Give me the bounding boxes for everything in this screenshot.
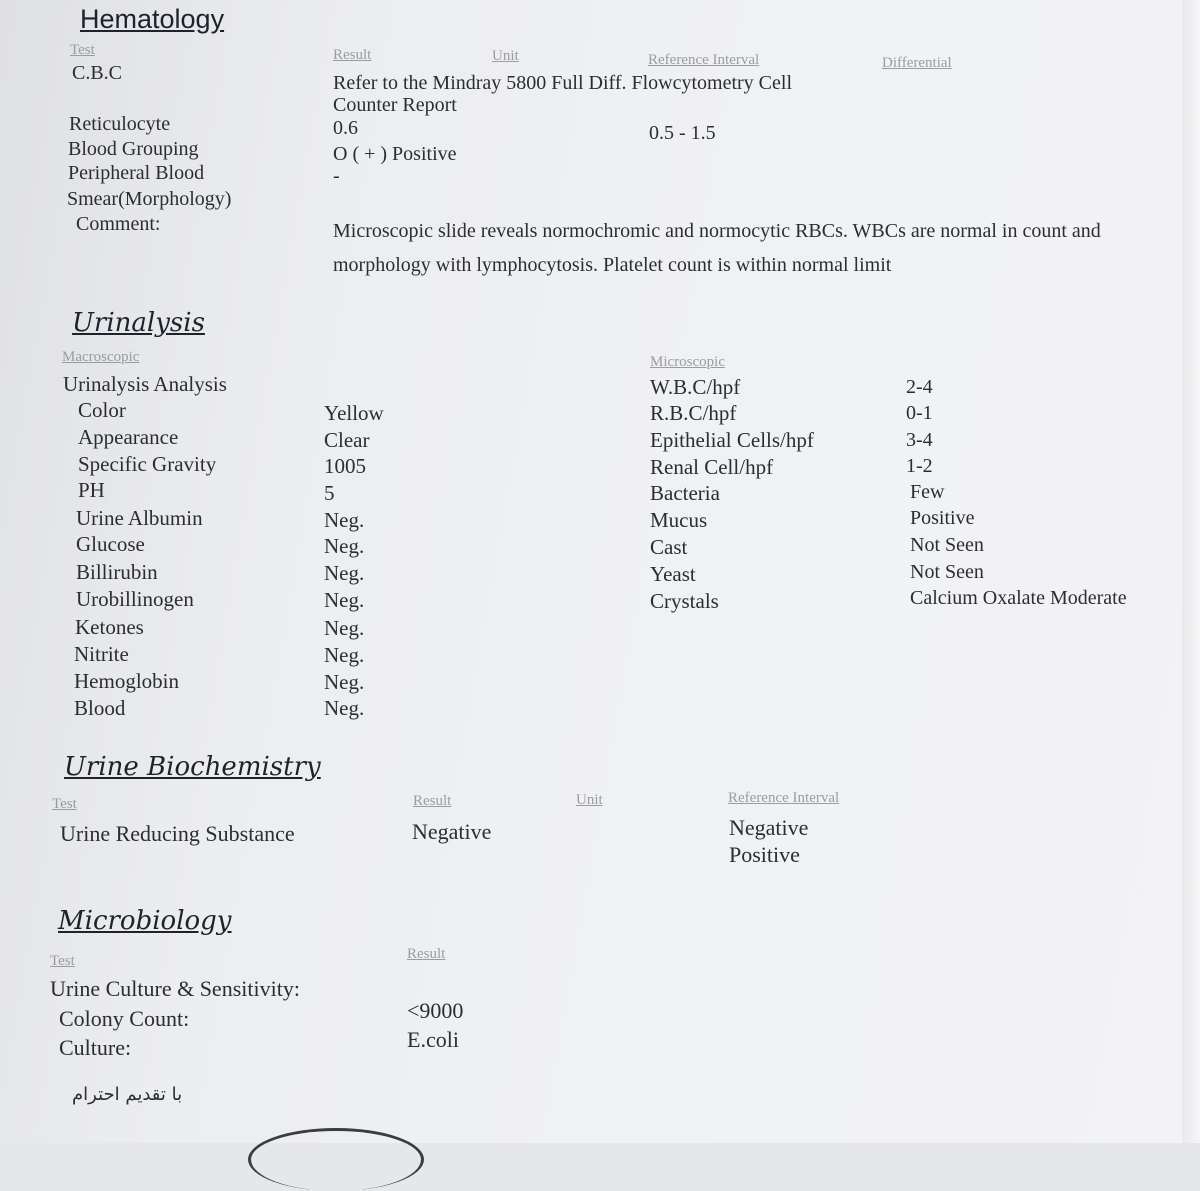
colony-count-value: <9000 bbox=[407, 998, 464, 1023]
reticulocyte-result: 0.6 bbox=[333, 117, 358, 139]
microscopic-header: Microscopic bbox=[650, 354, 725, 370]
reticulocyte-reference: 0.5 - 1.5 bbox=[649, 122, 716, 144]
macroscopic-row-value: 1005 bbox=[324, 454, 366, 478]
reticulocyte-label: Reticulocyte bbox=[69, 113, 171, 135]
macroscopic-row-value: Neg. bbox=[324, 561, 365, 585]
hematology-header-unit: Unit bbox=[492, 48, 519, 64]
microscopic-row-value: Calcium Oxalate Moderate bbox=[910, 587, 1127, 609]
macroscopic-row-label: Urobillinogen bbox=[76, 587, 194, 611]
hematology-header-test: Test bbox=[70, 42, 95, 58]
macroscopic-row-label: Hemoglobin bbox=[74, 669, 179, 693]
microscopic-row-value: Positive bbox=[910, 507, 975, 529]
microscopic-row-value: Not Seen bbox=[910, 561, 984, 583]
macroscopic-row-value: Neg. bbox=[324, 696, 365, 720]
urine-reducing-reference-negative: Negative bbox=[729, 815, 809, 840]
biochem-header-reference: Reference Interval bbox=[728, 790, 840, 806]
urine-reducing-reference-positive: Positive bbox=[729, 842, 800, 867]
stamp-edge bbox=[248, 1128, 424, 1191]
macroscopic-row-value: Clear bbox=[324, 428, 370, 452]
urinalysis-title: Urinalysis bbox=[72, 308, 205, 338]
microscopic-row-label: Yeast bbox=[650, 562, 696, 586]
microscopic-row-label: Bacteria bbox=[650, 481, 720, 505]
microscopic-row-value: Not Seen bbox=[910, 534, 984, 556]
microscopic-row-label: Mucus bbox=[650, 508, 708, 532]
hematology-header-result: Result bbox=[333, 47, 372, 63]
peripheral-blood-label: Peripheral Blood bbox=[68, 162, 205, 184]
culture-label: Culture: bbox=[59, 1035, 132, 1060]
microscopic-row-label: Crystals bbox=[650, 589, 719, 613]
macroscopic-row-label: Nitrite bbox=[74, 642, 129, 666]
biochem-header-result: Result bbox=[413, 793, 452, 809]
microscopic-row-value: Few bbox=[910, 481, 945, 503]
urine-reducing-substance-label: Urine Reducing Substance bbox=[60, 821, 295, 846]
macroscopic-row-label: Specific Gravity bbox=[78, 452, 217, 476]
cbc-result-line1: Refer to the Mindray 5800 Full Diff. Flowcytometry Cell bbox=[333, 72, 793, 94]
macroscopic-row-label: Urine Albumin bbox=[76, 506, 203, 530]
blood-grouping-result: O ( + ) Positive bbox=[333, 143, 457, 165]
culture-value: E.coli bbox=[407, 1027, 459, 1052]
macroscopic-row-value: Yellow bbox=[324, 401, 384, 425]
macroscopic-row-label: PH bbox=[78, 478, 105, 502]
macroscopic-row-value: Neg. bbox=[324, 616, 365, 640]
microbiology-title: Microbiology bbox=[58, 906, 232, 936]
microbiology-header-test: Test bbox=[50, 953, 75, 969]
comment-text: Microscopic slide reveals normochromic and normocytic RBCs. WBCs are normal in count and morphology with lymphocytosis. Platelet count is within normal limit bbox=[333, 220, 1101, 276]
microscopic-row-label: W.B.C/hpf bbox=[650, 375, 741, 399]
urine-reducing-substance-result: Negative bbox=[412, 819, 492, 844]
biochem-header-unit: Unit bbox=[576, 792, 603, 808]
macroscopic-row-value: Neg. bbox=[324, 670, 365, 694]
macroscopic-row-value: Neg. bbox=[324, 588, 365, 612]
macroscopic-row-label: Color bbox=[78, 398, 126, 422]
macroscopic-row-value: 5 bbox=[324, 481, 335, 505]
macroscopic-header: Macroscopic bbox=[62, 349, 140, 365]
hematology-header-differential: Differential bbox=[882, 55, 952, 71]
macroscopic-row-label: Billirubin bbox=[76, 560, 158, 584]
microbiology-header-result: Result bbox=[407, 946, 446, 962]
peripheral-blood-result: - bbox=[333, 165, 340, 187]
macroscopic-row-value: Neg. bbox=[324, 534, 365, 558]
macroscopic-row-label: Ketones bbox=[75, 615, 144, 639]
urine-culture-label: Urine Culture & Sensitivity: bbox=[50, 976, 300, 1001]
macroscopic-row-value: Neg. bbox=[324, 508, 365, 532]
microscopic-row-value: 0-1 bbox=[906, 402, 933, 424]
comment-label: Comment: bbox=[76, 213, 161, 235]
blood-grouping-label: Blood Grouping bbox=[68, 138, 199, 160]
macroscopic-row-label: Glucose bbox=[76, 532, 145, 556]
biochem-header-test: Test bbox=[52, 796, 77, 812]
cbc-label: C.B.C bbox=[72, 62, 123, 84]
hematology-header-reference: Reference Interval bbox=[648, 52, 760, 68]
microscopic-row-value: 2-4 bbox=[906, 376, 933, 398]
macroscopic-row-value: Neg. bbox=[324, 643, 365, 667]
microscopic-row-value: 1-2 bbox=[906, 455, 933, 477]
cbc-result-line2: Counter Report bbox=[333, 94, 457, 116]
macroscopic-row-label: Blood bbox=[74, 696, 126, 720]
macroscopic-row-label: Appearance bbox=[78, 425, 179, 449]
signature-text: با تقدیم احترام bbox=[72, 1084, 183, 1105]
smear-morphology-label: Smear(Morphology) bbox=[67, 188, 232, 210]
microscopic-row-label: R.B.C/hpf bbox=[650, 401, 737, 425]
urine-biochemistry-title: Urine Biochemistry bbox=[64, 752, 321, 782]
microscopic-row-label: Epithelial Cells/hpf bbox=[650, 428, 814, 452]
urinalysis-analysis-label: Urinalysis Analysis bbox=[63, 372, 227, 396]
hematology-title: Hematology bbox=[80, 4, 225, 34]
colony-count-label: Colony Count: bbox=[59, 1006, 190, 1031]
microscopic-row-label: Cast bbox=[650, 535, 688, 559]
page-edge bbox=[1182, 0, 1200, 1143]
microscopic-row-label: Renal Cell/hpf bbox=[650, 455, 774, 479]
microscopic-row-value: 3-4 bbox=[906, 429, 933, 451]
